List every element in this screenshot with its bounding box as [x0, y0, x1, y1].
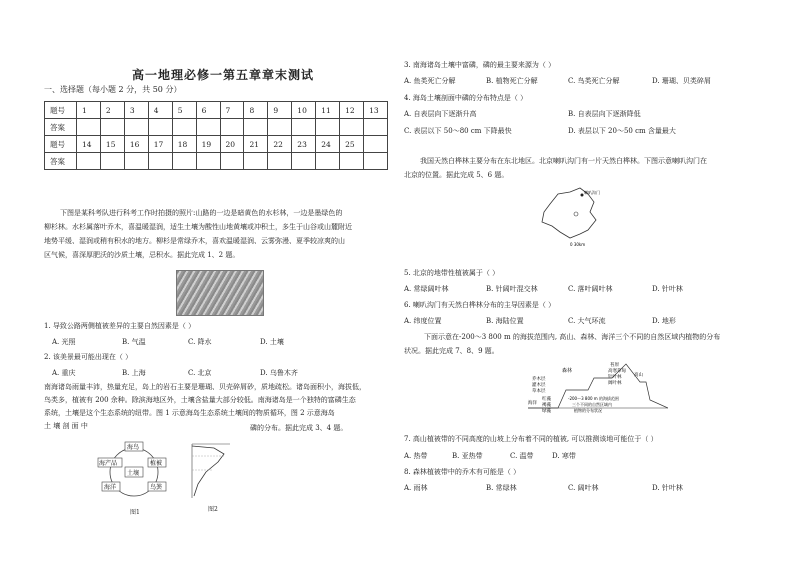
- table-cell: 1: [77, 102, 101, 119]
- question-3: 3. 南海诸岛土壤中富磷，磷的最主要来源为（ ）: [404, 61, 556, 69]
- option-3b[interactable]: B. 植物死亡分解: [486, 77, 538, 85]
- answer-cell[interactable]: [124, 119, 148, 136]
- option-5b[interactable]: B. 针阔叶混交林: [486, 285, 538, 293]
- passage-line: 系统，土壤是这个生态系统的纽带。图 1 示意海岛生态系统土壤间的物质循环，图 2 示意海岛: [44, 409, 335, 417]
- nutrient-cycle-diagram: [96, 438, 172, 510]
- diagram-label: 草本层: [532, 389, 546, 394]
- answer-cell[interactable]: [268, 153, 292, 170]
- passage-line: 土 壤 剖 面 中: [44, 422, 88, 430]
- passage-line: 状况。据此完成 7、8、9 题。: [404, 347, 499, 355]
- option-8b[interactable]: B. 常绿林: [486, 484, 517, 492]
- answer-cell[interactable]: [196, 119, 220, 136]
- map-location-label: 喇叭沟门: [584, 190, 600, 195]
- beijing-map: [536, 186, 602, 248]
- answer-cell[interactable]: [172, 119, 196, 136]
- option-7b[interactable]: B. 亚热带: [452, 452, 483, 460]
- forest-photo: [176, 270, 264, 316]
- option-2d[interactable]: D. 乌鲁木齐: [260, 369, 298, 377]
- answer-cell[interactable]: [268, 119, 292, 136]
- diagram-label: 灌木层: [532, 383, 546, 388]
- answer-cell[interactable]: [316, 119, 340, 136]
- question-1: 1. 导致公路两侧植被差异的主要自然因素是（ ）: [44, 322, 196, 330]
- option-5a[interactable]: A. 常绿阔叶林: [404, 285, 449, 293]
- question-5: 5. 北京的地带性植被属于（ ）: [404, 269, 500, 277]
- option-7c[interactable]: C. 温带: [510, 452, 534, 460]
- page-title: 高一地理必修一第五章章末测试: [132, 68, 315, 82]
- option-8c[interactable]: C. 阔叶林: [568, 484, 599, 492]
- answer-cell[interactable]: [364, 119, 388, 136]
- option-1d[interactable]: D. 土壤: [260, 338, 284, 346]
- answer-cell[interactable]: [292, 153, 316, 170]
- cycle-center-label: 土壤: [127, 470, 140, 477]
- option-2a[interactable]: A. 重庆: [52, 369, 76, 377]
- table-cell: 17: [148, 136, 172, 153]
- figure-caption: 图2: [208, 506, 218, 513]
- option-2b[interactable]: B. 上海: [122, 369, 146, 377]
- diagram-label: 高山: [634, 373, 643, 378]
- diagram-label: 三个不同的自然区域内: [572, 402, 612, 407]
- table-cell: 13: [364, 102, 388, 119]
- profile-line: [192, 446, 224, 496]
- answer-cell[interactable]: [364, 153, 388, 170]
- question-2: 2. 该美景最可能出现在（ ）: [44, 353, 133, 361]
- passage-line: 区气候，喜深厚肥沃的沙质土壤，忌积水。据此完成 1、2 题。: [44, 251, 240, 259]
- option-4a[interactable]: A. 自表层向下逐渐升高: [404, 110, 477, 118]
- table-cell: 4: [148, 102, 172, 119]
- passage-line: 下图是某科考队进行科考工作时拍摄的照片:山路的一边是暗黄色的水杉林，一边是墨绿色的: [60, 209, 343, 217]
- table-cell: 20: [220, 136, 244, 153]
- table-cell: 8: [244, 102, 268, 119]
- answer-cell[interactable]: [316, 153, 340, 170]
- passage-line: 北京的位置。据此完成 5、6 题。: [404, 171, 509, 179]
- passage-line: 地势平缓、湿润或稍有积水的地方。柳杉是常绿乔木，喜欢温暖湿润、云雾弥漫、夏季较凉爽的山: [44, 237, 345, 245]
- soil-phosphorus-profile: [184, 440, 232, 502]
- answer-cell[interactable]: [220, 119, 244, 136]
- answer-cell[interactable]: [100, 153, 124, 170]
- option-7d[interactable]: D. 寒带: [552, 452, 576, 460]
- option-1a[interactable]: A. 光照: [52, 338, 76, 346]
- answer-cell[interactable]: [340, 153, 364, 170]
- answer-cell[interactable]: [100, 119, 124, 136]
- table-row: [45, 119, 388, 136]
- table-cell: 7: [220, 102, 244, 119]
- table-cell: 18: [172, 136, 196, 153]
- cycle-label: 鸟粪: [150, 484, 163, 491]
- question-4: 4. 海岛土壤剖面中磷的分布特点是（ ）: [404, 94, 528, 102]
- passage-line: 柳杉林。水杉属落叶乔木，喜温暖湿润，适生土壤为酸性山地黄壤或冲积土，多生于山谷或山麓附近: [44, 223, 352, 231]
- diagram-label: 海洋: [528, 401, 537, 406]
- table-cell: 3: [124, 102, 148, 119]
- option-1b[interactable]: B. 气温: [122, 338, 146, 346]
- question-7: 7. 高山植被带的不同高度的山坡上分布着不同的植被, 可以推测该地可能位于（ ）: [404, 435, 658, 443]
- answer-cell[interactable]: [244, 119, 268, 136]
- diagram-label: 植物的分布状况: [574, 408, 602, 413]
- table-row: [45, 153, 388, 170]
- answer-cell[interactable]: [196, 153, 220, 170]
- figure-caption: 图1: [130, 509, 140, 516]
- answer-cell[interactable]: [292, 119, 316, 136]
- diagram-label: 高寒草甸: [608, 369, 626, 374]
- diagram-label: 红藻: [542, 397, 551, 402]
- option-6a[interactable]: A. 纬度位置: [404, 317, 442, 325]
- diagram-label: 褐藻: [542, 403, 551, 408]
- table-cell: 11: [316, 102, 340, 119]
- table-cell: 16: [124, 136, 148, 153]
- option-6b[interactable]: B. 海陆位置: [486, 317, 524, 325]
- answer-cell[interactable]: [124, 153, 148, 170]
- table-cell: 23: [292, 136, 316, 153]
- answer-cell[interactable]: [244, 153, 268, 170]
- map-outline: [542, 188, 596, 238]
- diagram-label: 森林: [562, 368, 573, 374]
- vegetation-distribution-diagram: [528, 360, 668, 426]
- cycle-label: 海洋: [104, 484, 117, 491]
- passage-line: 南海诸岛雨量丰沛，热量充足，岛上的岩石主要是珊瑚、贝壳碎屑砂，质地疏松。诸岛面积小，海拔低，: [44, 383, 366, 391]
- diagram-label: 阔叶林: [608, 381, 622, 386]
- option-4b[interactable]: B. 自表层向下逐渐降低: [568, 110, 641, 118]
- option-6d[interactable]: D. 地形: [652, 317, 676, 325]
- cycle-label: 海产品: [99, 460, 118, 467]
- table-cell: 答案: [45, 119, 77, 136]
- table-cell: 9: [268, 102, 292, 119]
- city-center-marker: [574, 212, 578, 216]
- answer-cell[interactable]: [148, 119, 172, 136]
- diagram-label: 乔木层: [532, 377, 546, 382]
- table-row: [45, 102, 388, 119]
- option-8d[interactable]: D. 针叶林: [652, 484, 683, 492]
- option-4c[interactable]: C. 表层以下 50～80 cm 下降最快: [404, 127, 512, 135]
- table-row: [45, 136, 388, 153]
- option-3a[interactable]: A. 鱼类死亡分解: [404, 77, 456, 85]
- table-cell: 12: [340, 102, 364, 119]
- question-6: 6. 喇叭沟门有天然白桦林分布的主导因素是（ ）: [404, 301, 556, 309]
- diagram-label: 苔原: [610, 363, 619, 368]
- cycle-label: 植被: [150, 460, 163, 467]
- table-cell: 5: [172, 102, 196, 119]
- table-cell: 2: [100, 102, 124, 119]
- passage-line: 我国天然白桦林主要分布在东北地区。北京喇叭沟门有一片天然白桦林。下图示意喇叭沟门在: [420, 157, 707, 165]
- answer-cell[interactable]: [77, 119, 101, 136]
- table-cell: 答案: [45, 153, 77, 170]
- table-cell: 22: [268, 136, 292, 153]
- table-cell: 6: [196, 102, 220, 119]
- option-8a[interactable]: A. 雨林: [404, 484, 428, 492]
- option-3c[interactable]: C. 鸟类死亡分解: [568, 77, 620, 85]
- option-3d[interactable]: D. 珊瑚、贝类碎屑: [652, 77, 711, 85]
- question-8: 8. 森林植被带中的乔木有可能是（ ）: [404, 468, 521, 476]
- answer-cell[interactable]: [148, 153, 172, 170]
- table-cell: 24: [316, 136, 340, 153]
- cycle-label: 海鸟: [127, 444, 140, 451]
- option-1c[interactable]: C. 降水: [188, 338, 212, 346]
- table-cell: 题号: [45, 102, 77, 119]
- diagram-label: 绿藻: [542, 409, 551, 414]
- option-2c[interactable]: C. 北京: [188, 369, 212, 377]
- answer-cell[interactable]: [77, 153, 101, 170]
- table-cell: [364, 136, 388, 153]
- table-cell: 21: [244, 136, 268, 153]
- table-cell: 题号: [45, 136, 77, 153]
- table-cell: 10: [292, 102, 316, 119]
- option-5d[interactable]: D. 针叶林: [652, 285, 683, 293]
- table-cell: 25: [340, 136, 364, 153]
- option-6c[interactable]: C. 大气环流: [568, 317, 606, 325]
- table-cell: 15: [100, 136, 124, 153]
- answer-cell[interactable]: [220, 153, 244, 170]
- answer-table: [44, 101, 388, 170]
- table-cell: 14: [77, 136, 101, 153]
- passage-line: 磷的分布。据此完成 3、4 题。: [250, 424, 348, 432]
- map-scale-label: 0 30km: [570, 242, 586, 247]
- passage-line: 鸟类多，植被有 200 余种。除滨海地区外，土壤含盐量大部分较低。南海诸岛是一个独特的富磷生态: [44, 396, 356, 404]
- passage-line: 下面示意在-200～3 800 m 的海拔范围内, 高山、森林、海洋三个不同的自然区域内植物的分布: [424, 333, 721, 341]
- diagram-label: -200～3 800 m 的海拔范围: [568, 396, 619, 401]
- option-7a[interactable]: A. 热带: [404, 452, 428, 460]
- diagram-label: 针叶林: [608, 375, 622, 380]
- table-cell: 19: [196, 136, 220, 153]
- answer-cell[interactable]: [172, 153, 196, 170]
- section-heading: 一、选择题（每小题 2 分，共 50 分）: [44, 85, 182, 94]
- option-4d[interactable]: D. 表层以下 20～50 cm 含量最大: [568, 127, 676, 135]
- answer-cell[interactable]: [340, 119, 364, 136]
- option-5c[interactable]: C. 落叶阔叶林: [568, 285, 613, 293]
